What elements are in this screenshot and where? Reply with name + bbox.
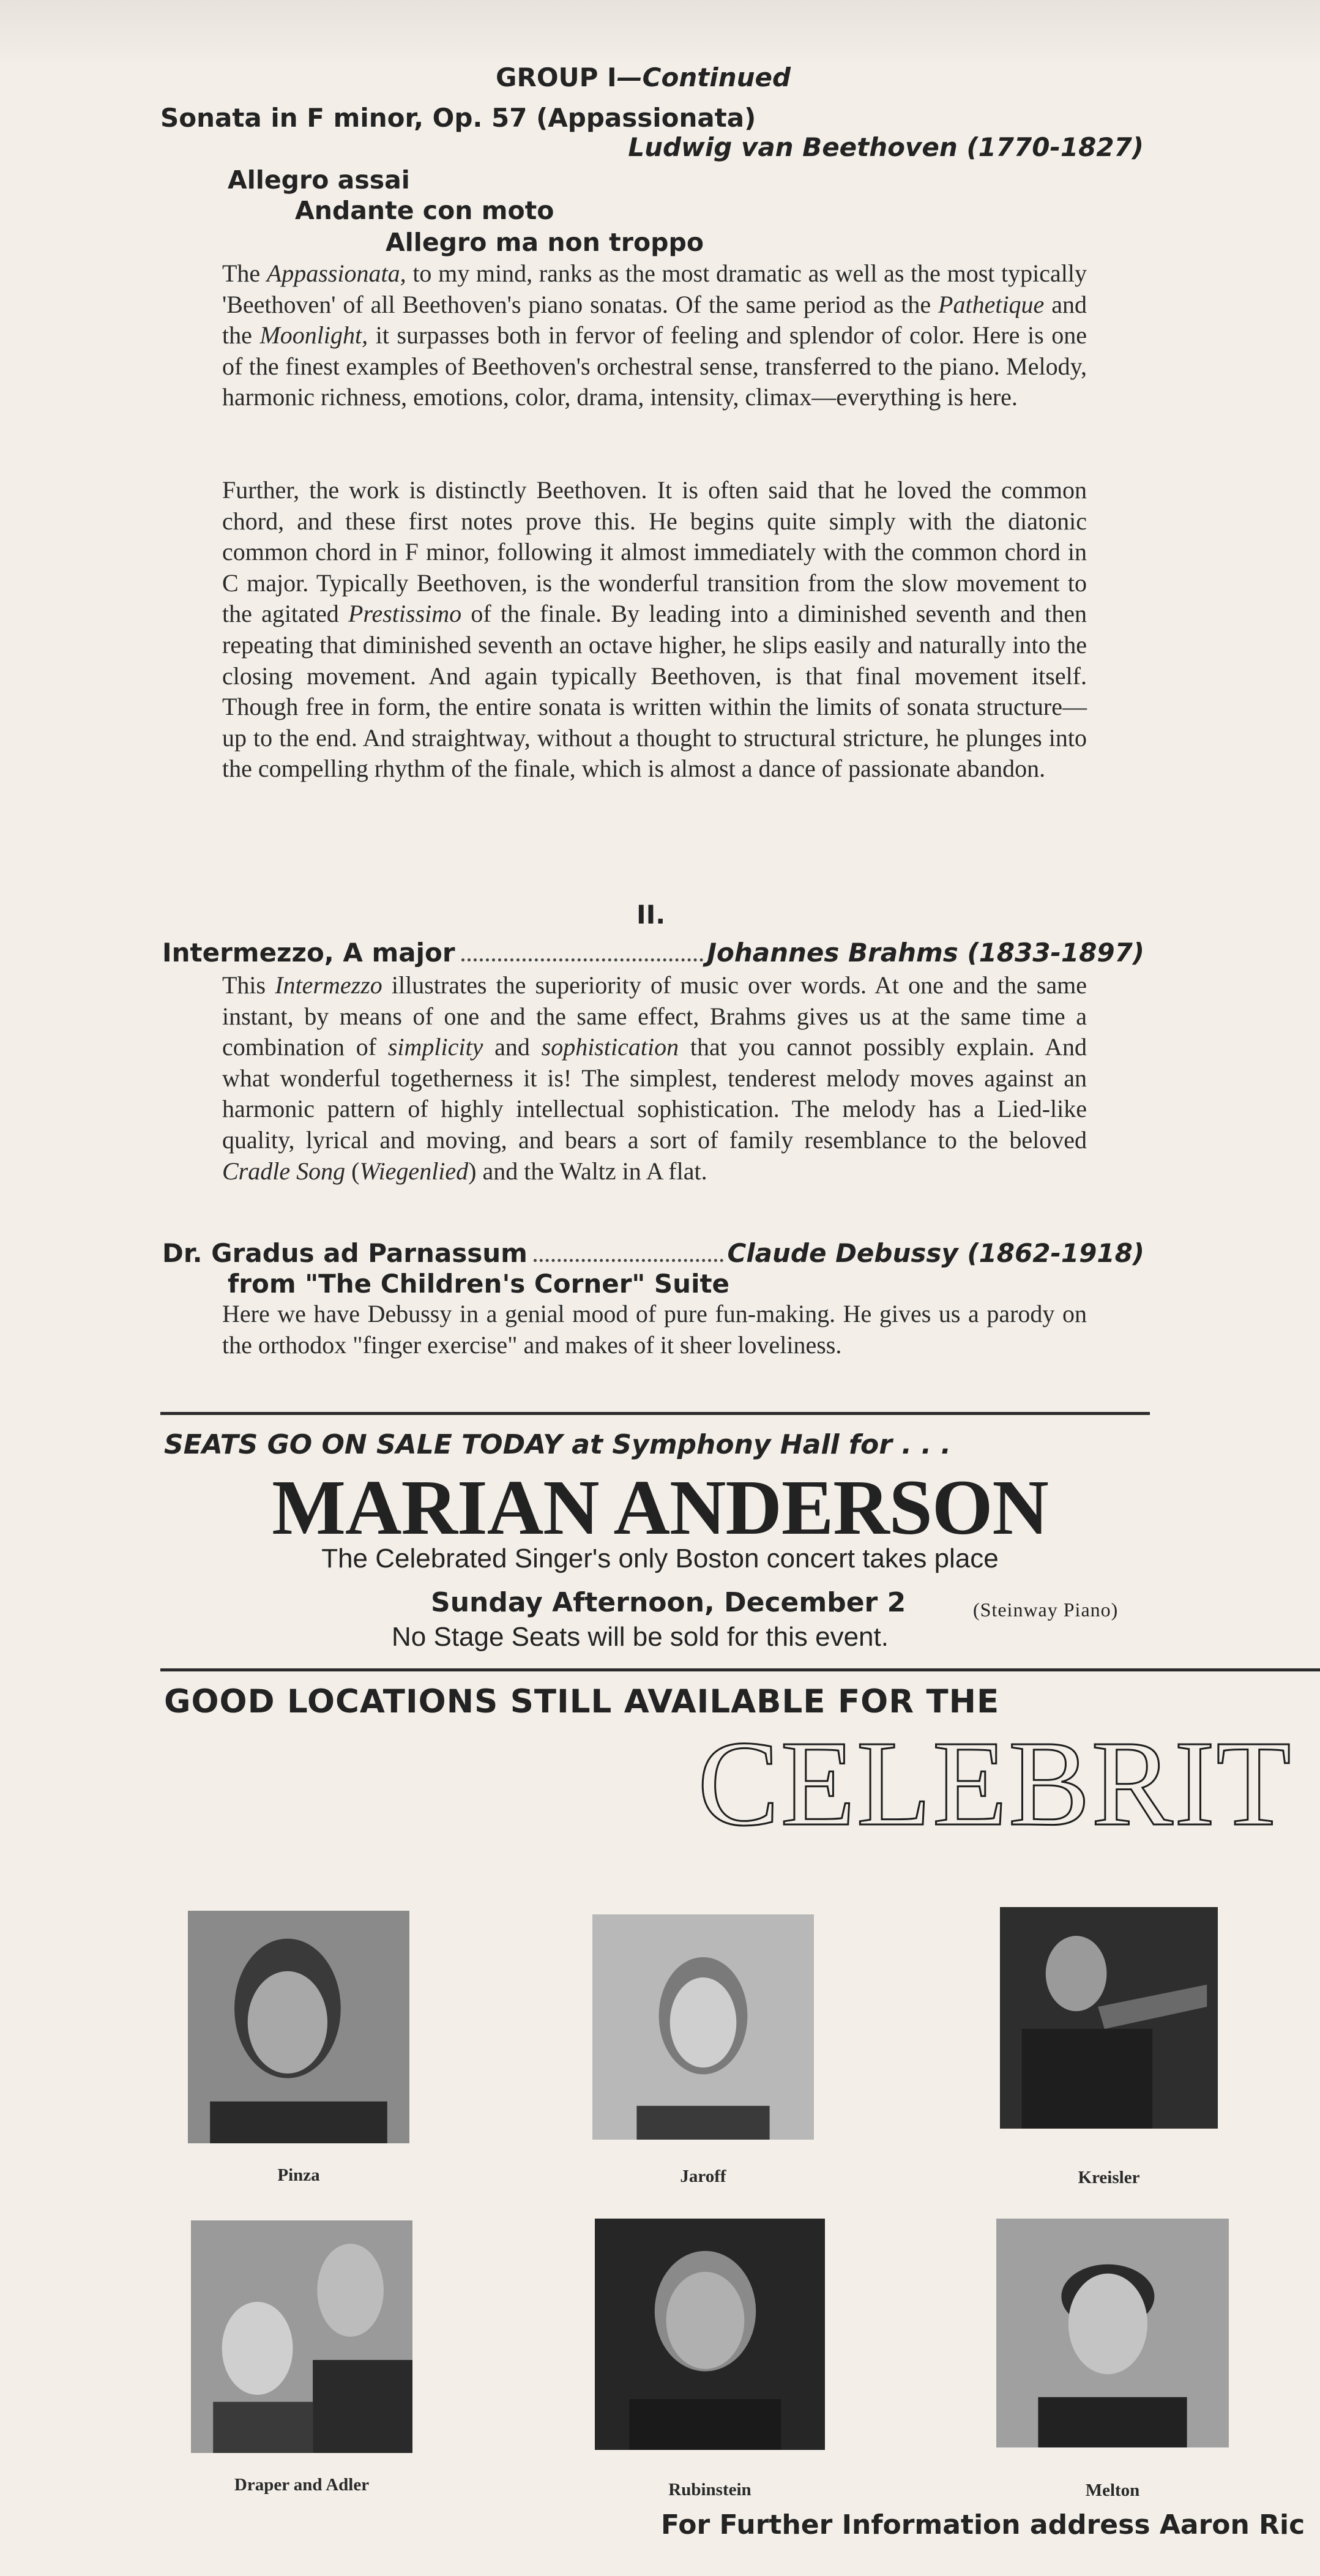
text-run: ) and the Waltz in A flat. [468, 1157, 707, 1185]
artist-caption-rubinstein: Rubinstein [668, 2480, 751, 2499]
piano-note: (Steinway Piano) [973, 1599, 1119, 1621]
group-label: GROUP I [496, 62, 617, 92]
text-run: illustrates the superiority of music over words. At one and the same instant, by means of one and the same effect, Brahms gives us at the same time a combination of [222, 971, 1087, 1061]
debussy-program-line [162, 1238, 1144, 1269]
movement-1: Allegro assai [228, 165, 410, 195]
brahms-program-line [162, 938, 1144, 969]
divider-rule [160, 1668, 1320, 1671]
artist-photo-rubinstein [595, 2219, 825, 2450]
debussy-subtitle: from "The Children's Corner" Suite [228, 1269, 730, 1299]
torn-paper-edge [0, 0, 1320, 67]
text-run: The [222, 259, 267, 287]
artist-caption-kreisler: Kreisler [1078, 2168, 1140, 2187]
text-run: of the finale. By leading into a diminished seventh and then repeating that diminished seventh an octave higher, he slips easily and naturally into the closing movement. And again typically Beethoven, is that final movement itself. Though free in form, the entire sonata is written within the limits of sonata structure—up to the end. And straightway, without a thought to structural stricture, he plunges into the compelling rhythm of the finale, which is almost a dance of passionate abandon. [222, 600, 1087, 783]
italic-run: Wiegenlied [359, 1157, 469, 1185]
beethoven-paragraph-2 [222, 475, 1087, 785]
dot-leader [461, 958, 704, 961]
italic-run: Pathetique [938, 290, 1045, 318]
brahms-composer: Johannes Brahms (1833-1897) [707, 938, 1144, 968]
text-run: that you cannot possibly explain. And what wonderful togetherness it is! The simplest, tenderest melody moves against an harmonic pattern of highly intellectual sophistication. The melody has a Lied-like quality, lyrical and moving, and bears a sort of family resemblance to the beloved [222, 1033, 1087, 1154]
concert-date: Sunday Afternoon, December 2 [431, 1587, 906, 1618]
artist-photo-jaroff [592, 1914, 814, 2140]
text-run: and the [222, 290, 1087, 349]
artist-caption-pinza: Pinza [277, 2165, 320, 2185]
beethoven-paragraph-1 [222, 258, 1087, 413]
dot-leader [534, 1259, 724, 1262]
artist-caption-jaroff: Jaroff [680, 2167, 726, 2186]
movement-2: Andante con moto [295, 196, 554, 225]
headliner-name: MARIAN ANDERSON [272, 1464, 1048, 1551]
series-banner: CELEBRIT [698, 1716, 1292, 1851]
artist-caption-draper-adler: Draper and Adler [234, 2475, 370, 2495]
italic-run: Appassionata, [266, 259, 406, 287]
italic-run: sophistication [541, 1033, 679, 1061]
italic-run: simplicity [387, 1033, 483, 1061]
work-title: Sonata in F minor, Op. 57 (Appassionata) [160, 103, 756, 133]
italic-run: Intermezzo [275, 971, 382, 999]
brahms-paragraph [222, 970, 1087, 1187]
divider-rule [160, 1412, 1150, 1415]
text-run: This [222, 971, 275, 999]
text-run: it surpasses both in fervor of feeling and splendor of color. Here is one of the finest examples of Beethoven's orchestral sense, transferred to the piano. Melody, harmonic richness, emotions, color, drama, intensity, climax—everything is here. [222, 321, 1087, 411]
stage-seats-note: No Stage Seats will be sold for this event. [392, 1622, 889, 1652]
debussy-title: Dr. Gradus ad Parnassum [162, 1238, 528, 1268]
italic-run: Moonlight, [259, 321, 368, 349]
further-info-footer: For Further Information address Aaron Ric [661, 2509, 1305, 2541]
series-headline: GOOD LOCATIONS STILL AVAILABLE FOR THE [164, 1683, 1000, 1720]
seats-on-sale-text: SEATS GO ON SALE TODAY at Symphony Hall for . . . [164, 1429, 952, 1460]
italic-run: Prestissimo [348, 600, 462, 628]
artist-caption-melton: Melton [1085, 2481, 1140, 2500]
text-run: to my mind, ranks as the most dramatic as well as the most typically 'Beethoven' of all Beethoven's piano sonatas. Of the same period as the [222, 259, 1087, 318]
artist-photo-kreisler [1000, 1907, 1218, 2129]
text-run: ( [345, 1157, 360, 1185]
section-heading-ii: II. [636, 900, 666, 930]
debussy-paragraph: Here we have Debussy in a genial mood of pure fun-making. He gives us a parody on the orthodox "finger exercise" and makes of it sheer loveliness. [222, 1300, 1087, 1359]
artist-photo-melton [996, 2219, 1229, 2447]
debussy-composer: Claude Debussy (1862-1918) [727, 1238, 1144, 1268]
text-run: and [483, 1033, 542, 1061]
artist-photo-draper-adler [191, 2220, 412, 2453]
concert-description: The Celebrated Singer's only Boston concert takes place [321, 1544, 999, 1574]
group-heading [496, 62, 791, 92]
group-suffix: —Continued [616, 62, 791, 92]
italic-run: Cradle Song [222, 1157, 346, 1185]
brahms-title: Intermezzo, A major [162, 938, 455, 968]
composer-beethoven: Ludwig van Beethoven (1770-1827) [628, 132, 1144, 162]
artist-photo-pinza [188, 1911, 409, 2143]
text-run: Further, the work is distinctly Beethoven. It is often said that he loved the common chord, and these first notes prove this. He begins quite simply with the diatonic common chord in F minor, following it almost immediately with the common chord in C major. Typically Beethoven, is the wonderful transition from the slow movement to the agitated [222, 476, 1087, 628]
movement-3: Allegro ma non troppo [386, 228, 704, 257]
